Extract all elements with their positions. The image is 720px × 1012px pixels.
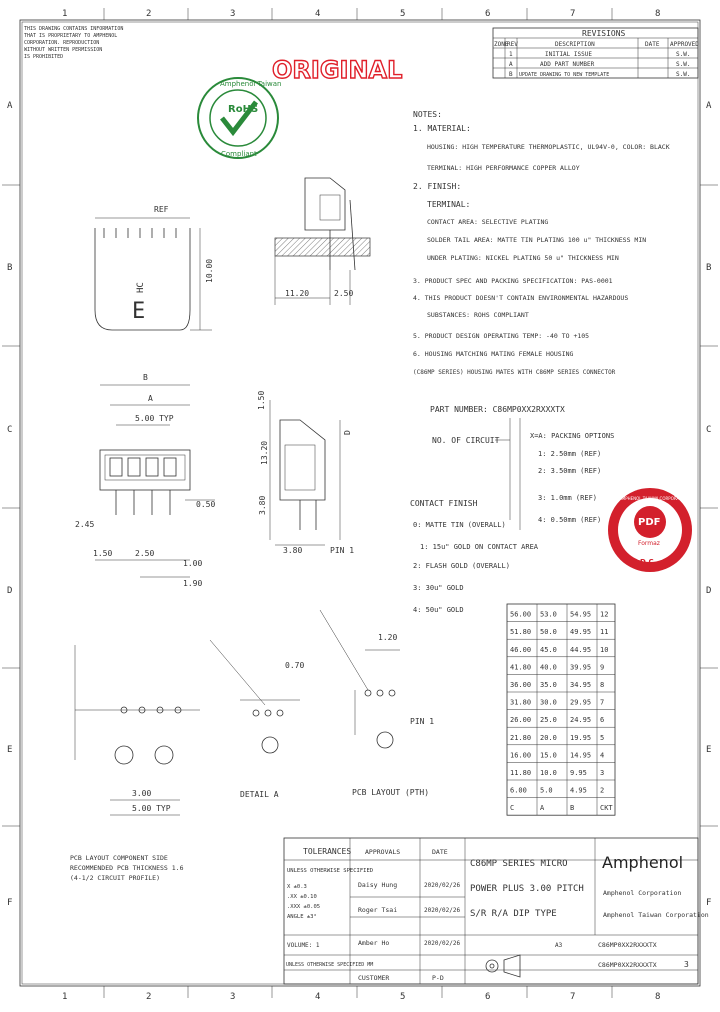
svg-text:UNDER PLATING: NICKEL PLATING: UNDER PLATING: NICKEL PLATING 50 u" THICKNESS MIN	[427, 254, 619, 262]
circuit-table-cell: 31.80	[510, 698, 532, 707]
svg-text:4: 0.50mm (REF): 4: 0.50mm (REF)	[538, 516, 602, 524]
grid-col-7-bottom: 7	[570, 992, 576, 1002]
copyright-line: CORPORATION. REPRODUCTION	[24, 40, 100, 46]
drawn-by: Daisy Hung	[358, 881, 398, 889]
circuit-table-cell: 16.00	[510, 751, 532, 760]
svg-text:RECOMMENDED PCB THICKNESS 1.6: RECOMMENDED PCB THICKNESS 1.6	[70, 864, 184, 872]
detail-view-right	[320, 610, 400, 748]
svg-text:3.80: 3.80	[283, 546, 303, 555]
svg-text:0: MATTE TIN (OVERALL): 0: MATTE TIN (OVERALL)	[413, 521, 506, 529]
svg-text:1: 2.50mm (REF): 1: 2.50mm (REF)	[538, 450, 602, 458]
revisions-title: REVISIONS	[582, 29, 626, 38]
circuit-table-cell: 3	[600, 769, 605, 777]
svg-text:11.20: 11.20	[285, 289, 310, 298]
svg-text:CUSTOMER: CUSTOMER	[358, 974, 390, 982]
grid-row-c-right: C	[706, 425, 712, 435]
svg-text:PCB LAYOUT (PTH): PCB LAYOUT (PTH)	[352, 788, 430, 797]
grid-row-e: E	[7, 745, 13, 755]
part-number-label: PART NUMBER: C86MP0XX2RXXXTX	[430, 405, 565, 414]
svg-text:DESCRIPTION: DESCRIPTION	[555, 41, 595, 48]
circuit-table-cell: 6	[600, 716, 605, 725]
svg-text:5.00 TYP: 5.00 TYP	[135, 414, 174, 423]
circuit-table-cell: 5.0	[540, 786, 553, 795]
connector-profile-view	[270, 400, 340, 545]
circuit-table-header: A	[540, 804, 545, 813]
svg-text:ANGLE ±3°: ANGLE ±3°	[287, 914, 317, 920]
svg-text:2.45: 2.45	[75, 520, 95, 529]
grid-row-a-right: A	[706, 101, 712, 111]
svg-text:2: FLASH GOLD (OVERALL): 2: FLASH GOLD (OVERALL)	[413, 562, 510, 570]
grid-row-b-right: B	[706, 263, 712, 273]
svg-text:ADD PART NUMBER: ADD PART NUMBER	[540, 61, 595, 68]
revisions-table	[493, 28, 699, 78]
grid-row-d: D	[7, 586, 13, 596]
circuit-table-header: B	[570, 804, 575, 813]
svg-text:3.00: 3.00	[132, 789, 152, 798]
grid-row-c: C	[7, 425, 13, 435]
svg-text:1: 15u" GOLD ON CONTACT AREA: 1: 15u" GOLD ON CONTACT AREA	[420, 543, 539, 551]
rohs-badge	[198, 78, 282, 158]
circuit-table-header: CKT	[600, 804, 613, 813]
svg-text:1.50: 1.50	[257, 390, 266, 410]
circuit-table-cell: 4.95	[570, 786, 587, 795]
svg-text:TERMINAL: HIGH PERFORMANCE COP: TERMINAL: HIGH PERFORMANCE COPPER ALLOY	[427, 164, 580, 172]
copyright-line: THAT IS PROPRIETARY TO AMPHENOL	[24, 33, 118, 39]
svg-text:INITIAL ISSUE: INITIAL ISSUE	[545, 51, 592, 58]
svg-text:CONTACT FINISH: CONTACT FINISH	[410, 499, 478, 508]
circuit-table-cell: 21.80	[510, 733, 532, 742]
svg-text:6. HOUSING MATCHING MATING FEM: 6. HOUSING MATCHING MATING FEMALE HOUSING	[413, 350, 574, 358]
svg-text:(C86MP SERIES) HOUSING MATES W: (C86MP SERIES) HOUSING MATES WITH C86MP SERIES CONNECTOR	[413, 369, 616, 376]
svg-text:D.C.: D.C.	[640, 558, 657, 566]
checked-by: Roger Tsai	[358, 906, 398, 914]
circuit-table-cell: 15.0	[540, 751, 557, 760]
circuit-table-cell: 14.95	[570, 751, 592, 760]
svg-text:5. PRODUCT DESIGN OPERATING TE: 5. PRODUCT DESIGN OPERATING TEMP: -40 TO +105	[413, 332, 590, 340]
circuit-table-header: C	[510, 804, 515, 813]
dim-b-ref: REF	[154, 205, 169, 214]
copyright-line: IS PROHIBITED	[24, 54, 64, 60]
svg-text:S.W.: S.W.	[676, 51, 691, 58]
svg-text:D: D	[343, 430, 352, 435]
approved-by: Amber Ho	[358, 939, 390, 947]
revision-row: B	[509, 71, 513, 78]
svg-text:DATE: DATE	[645, 41, 660, 48]
rohs-ring-top: Amphenol Taiwan	[220, 80, 282, 88]
title-line-3: S/R R/A DIP TYPE	[470, 909, 557, 919]
svg-text:ZONE: ZONE	[494, 41, 509, 48]
svg-text:APPROVED: APPROVED	[670, 41, 699, 48]
circuit-table-cell: 54.95	[570, 610, 592, 619]
svg-text:UNLESS OTHERWISE SPECIFIED MM: UNLESS OTHERWISE SPECIFIED MM	[286, 962, 374, 968]
svg-text:1.90: 1.90	[183, 579, 203, 588]
circuit-table-cell: 12	[600, 610, 609, 619]
svg-text:Formaz: Formaz	[638, 540, 660, 547]
detail-view-middle	[210, 640, 300, 753]
grid-col-6: 6	[485, 9, 491, 19]
svg-text:A3: A3	[555, 942, 563, 949]
circuit-table-cell: 25.0	[540, 716, 557, 725]
copyright-line: WITHOUT WRITTEN PERMISSION	[24, 47, 103, 53]
svg-text:PIN 1: PIN 1	[410, 717, 435, 726]
notes-block	[413, 110, 670, 376]
notes-heading: NOTES:	[413, 110, 442, 119]
original-stamp: ORIGINAL	[272, 56, 403, 84]
circuit-table-cell: 30.0	[540, 698, 557, 707]
drawing-number: C86MP0XX2RXXXTX	[598, 941, 657, 949]
svg-text:S.W.: S.W.	[676, 71, 691, 78]
title-line-2: POWER PLUS 3.00 PITCH	[470, 884, 584, 894]
grid-col-5-bottom: 5	[400, 992, 406, 1002]
svg-text:PCB LAYOUT COMPONENT SIDE: PCB LAYOUT COMPONENT SIDE	[70, 854, 168, 862]
svg-text:NO. OF CIRCUIT: NO. OF CIRCUIT	[432, 436, 500, 445]
svg-text:.XXX ±0.05: .XXX ±0.05	[287, 904, 321, 910]
grid-col-8: 8	[655, 9, 661, 19]
svg-text:4. THIS PRODUCT DOESN'T CONTAI: 4. THIS PRODUCT DOESN'T CONTAIN ENVIRONMENTAL HAZARDOUS	[413, 294, 629, 302]
sheet-number: 3	[684, 960, 689, 969]
circuit-table-cell: 26.00	[510, 716, 532, 725]
company-logo-text: Amphenol	[602, 853, 684, 872]
svg-text:.XX ±0.10: .XX ±0.10	[287, 894, 317, 900]
svg-text:X ±0.3: X ±0.3	[287, 884, 307, 890]
svg-text:2: 3.50mm (REF): 2: 3.50mm (REF)	[538, 467, 602, 475]
svg-text:X=A: PACKING OPTIONS: X=A: PACKING OPTIONS	[530, 432, 615, 440]
svg-text:REV: REV	[507, 41, 518, 48]
drawing-border	[20, 20, 700, 986]
svg-text:Amphenol Taiwan Corporation: Amphenol Taiwan Corporation	[603, 911, 709, 919]
e-label: E	[132, 299, 146, 324]
connector-top-view	[95, 218, 212, 330]
grid-col-2: 2	[146, 9, 152, 19]
circuit-table-cell: 29.95	[570, 698, 592, 707]
svg-text:SUBSTANCES: ROHS COMPLIANT: SUBSTANCES: ROHS COMPLIANT	[427, 311, 529, 319]
circuit-table-cell: 46.00	[510, 645, 532, 654]
grid-row-f-right: F	[706, 898, 712, 908]
grid-col-4: 4	[315, 9, 321, 19]
svg-text:(4-1/2 CIRCUIT PROFILE): (4-1/2 CIRCUIT PROFILE)	[70, 874, 161, 882]
svg-text:B: B	[143, 373, 148, 382]
grid-row-e-right: E	[706, 745, 712, 755]
revision-row: A	[509, 61, 513, 68]
svg-text:13.20: 13.20	[260, 440, 269, 465]
grid-col-4-bottom: 4	[315, 992, 321, 1002]
svg-text:3: 30u" GOLD: 3: 30u" GOLD	[413, 584, 464, 592]
svg-text:HOUSING: HIGH TEMPERATURE THER: HOUSING: HIGH TEMPERATURE THERMOPLASTIC, UL94V-0, COLOR: BLACK	[427, 143, 670, 151]
grid-col-1: 1	[62, 9, 68, 19]
grid-ticks	[2, 8, 718, 998]
svg-text:2.50: 2.50	[135, 549, 155, 558]
circuit-table-cell: 24.95	[570, 716, 592, 725]
svg-text:10.00: 10.00	[205, 258, 214, 283]
circuit-table-cell: 9	[600, 663, 605, 672]
svg-text:TERMINAL:: TERMINAL:	[427, 200, 471, 209]
svg-text:2020/02/26: 2020/02/26	[424, 882, 461, 889]
hc-label: HC	[136, 282, 146, 293]
svg-text:S.W.: S.W.	[676, 61, 691, 68]
circuit-table-cell: 10.0	[540, 769, 557, 777]
svg-text:APPROVALS: APPROVALS	[365, 848, 401, 856]
svg-text:3.80: 3.80	[258, 495, 267, 515]
circuit-table-cell: 56.00	[510, 610, 532, 619]
grid-col-2-bottom: 2	[146, 992, 152, 1002]
circuit-table-cell: 19.95	[570, 733, 592, 742]
grid-col-3: 3	[230, 9, 236, 19]
svg-text:1. MATERIAL:: 1. MATERIAL:	[413, 124, 471, 133]
grid-row-f: F	[7, 898, 13, 908]
svg-text:4: 50u" GOLD: 4: 50u" GOLD	[413, 606, 464, 614]
circuit-table-cell: 49.95	[570, 628, 592, 637]
rohs-label: RoHS	[228, 104, 259, 115]
circuit-table-cell: 34.95	[570, 681, 592, 689]
svg-text:AMPHENOL TAIWAN CORPORATION: AMPHENOL TAIWAN CORPORATION	[619, 496, 689, 501]
rohs-ring-bottom: Compliant	[221, 150, 257, 158]
circuit-table-cell: 8	[600, 681, 605, 689]
pdf-badge	[608, 488, 692, 572]
copyright-notice	[24, 26, 123, 60]
circuit-table-cell: 4	[600, 751, 605, 760]
svg-text:1.20: 1.20	[378, 633, 398, 642]
part-number-block	[410, 405, 614, 614]
circuit-table-cell: 5	[600, 733, 605, 742]
svg-text:3: 1.0mm (REF): 3: 1.0mm (REF)	[538, 494, 598, 502]
title-line-1: C86MP SERIES MICRO	[470, 859, 568, 869]
svg-text:A: A	[148, 394, 153, 403]
circuit-table-cell: 11.80	[510, 769, 532, 777]
circuit-table-cell: 36.00	[510, 681, 532, 689]
circuit-table-cell: 10	[600, 645, 609, 654]
circuit-table-cell: 2	[600, 786, 605, 795]
svg-text:C86MP0XX2RXXXTX: C86MP0XX2RXXXTX	[598, 961, 657, 969]
svg-text:Amphenol Corporation: Amphenol Corporation	[603, 889, 682, 897]
grid-col-8-bottom: 8	[655, 992, 661, 1002]
grid-row-d-right: D	[706, 586, 712, 596]
grid-col-5: 5	[400, 9, 406, 19]
svg-text:UPDATE DRAWING TO NEW TEMPLATE: UPDATE DRAWING TO NEW TEMPLATE	[519, 72, 610, 78]
grid-col-6-bottom: 6	[485, 992, 491, 1002]
svg-text:PDF: PDF	[638, 517, 661, 528]
grid-col-7: 7	[570, 9, 576, 19]
circuit-table-cell: 44.95	[570, 645, 592, 654]
circuit-table-cell: 45.0	[540, 645, 557, 654]
circuit-table-cell: 35.0	[540, 681, 557, 689]
grid-col-1-bottom: 1	[62, 992, 68, 1002]
svg-text:P-D: P-D	[432, 974, 444, 982]
circuit-table	[507, 604, 615, 815]
svg-text:5.00 TYP: 5.00 TYP	[132, 804, 171, 813]
circuit-table-cell: 40.0	[540, 663, 557, 672]
svg-text:3. PRODUCT SPEC AND PACKING SP: 3. PRODUCT SPEC AND PACKING SPECIFICATION: PAS-0001	[413, 277, 613, 285]
circuit-table-cell: 53.0	[540, 610, 557, 619]
grid-row-a: A	[7, 101, 13, 111]
svg-text:2020/02/26: 2020/02/26	[424, 940, 461, 947]
circuit-table-cell: 50.0	[540, 628, 557, 637]
svg-text:DETAIL A: DETAIL A	[240, 790, 279, 799]
connector-side-view	[275, 178, 370, 305]
circuit-table-cell: 39.95	[570, 663, 592, 672]
copyright-line: THIS DRAWING CONTAINS INFORMATION	[24, 26, 124, 32]
circuit-table-cell: 6.00	[510, 786, 527, 795]
projection-symbol-icon	[486, 955, 520, 977]
svg-text:CONTACT AREA: SELECTIVE PLATIN: CONTACT AREA: SELECTIVE PLATING	[427, 218, 549, 226]
grid-row-b: B	[7, 263, 13, 273]
svg-text:0.50: 0.50	[196, 500, 216, 509]
svg-text:UNLESS OTHERWISE SPECIFIED: UNLESS OTHERWISE SPECIFIED	[287, 868, 374, 874]
svg-text:TOLERANCES: TOLERANCES	[303, 847, 352, 856]
svg-text:2. FINISH:: 2. FINISH:	[413, 182, 462, 191]
svg-text:0.70: 0.70	[285, 661, 305, 670]
svg-text:PIN 1: PIN 1	[330, 546, 355, 555]
revision-row: 1	[509, 51, 513, 58]
svg-text:DATE: DATE	[432, 848, 448, 856]
circuit-table-cell: 41.80	[510, 663, 532, 672]
svg-text:VOLUME: 1: VOLUME: 1	[287, 942, 320, 949]
grid-col-3-bottom: 3	[230, 992, 236, 1002]
svg-text:2020/02/26: 2020/02/26	[424, 907, 461, 914]
svg-text:1.00: 1.00	[183, 559, 203, 568]
circuit-table-cell: 7	[600, 698, 605, 707]
circuit-table-cell: 51.80	[510, 628, 532, 637]
svg-text:1.50: 1.50	[93, 549, 113, 558]
circuit-table-cell: 20.0	[540, 733, 557, 742]
circuit-table-cell: 9.95	[570, 769, 587, 777]
circuit-table-cell: 11	[600, 628, 609, 637]
svg-text:2.50: 2.50	[334, 289, 354, 298]
svg-text:SOLDER TAIL AREA: MATTE TIN PL: SOLDER TAIL AREA: MATTE TIN PLATING 100 u" THICKNESS MIN	[427, 236, 647, 244]
